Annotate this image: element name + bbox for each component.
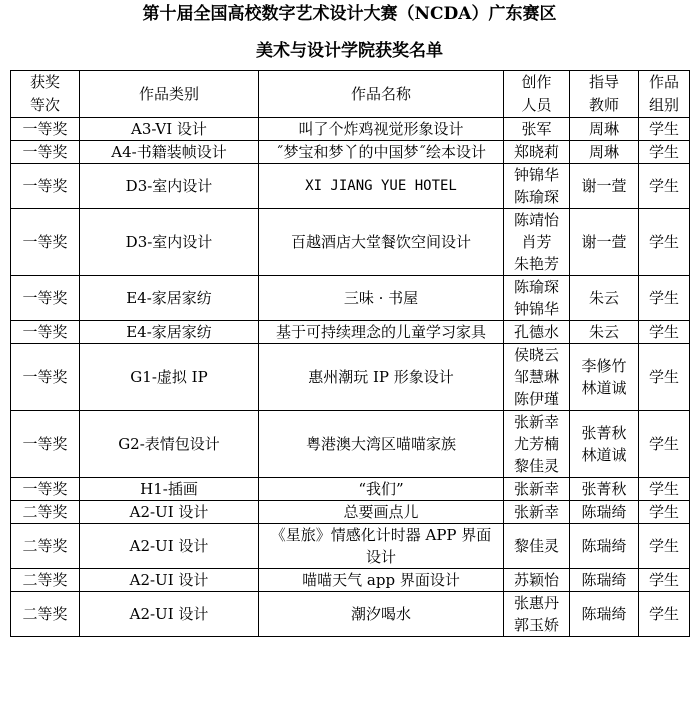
- cell-work-name: 《星旅》情感化计时器 APP 界面 设计: [259, 524, 504, 569]
- cell-teachers: 朱云: [570, 321, 639, 344]
- cell-group: 学生: [639, 344, 690, 411]
- cell-creators: 张新幸: [504, 478, 570, 501]
- table-row: [11, 118, 690, 141]
- cell-group: 学生: [639, 141, 690, 164]
- cell-award-level: 一等奖: [11, 141, 80, 164]
- cell-work-name: 基于可持续理念的儿童学习家具: [259, 321, 504, 344]
- cell-group: 学生: [639, 164, 690, 209]
- cell-teachers: 陈瑞绮: [570, 569, 639, 592]
- header-teachers: 指导 教师: [570, 71, 639, 118]
- cell-group: 学生: [639, 592, 690, 637]
- cell-category: A3-VI 设计: [80, 118, 259, 141]
- cell-teachers: 谢一萱: [570, 209, 639, 276]
- cell-creators: 侯晓云 邹慧琳 陈伊瑾: [504, 344, 570, 411]
- cell-work-name: ˝梦宝和梦丫的中国梦˝绘本设计: [259, 141, 504, 164]
- cell-work-name: 百越酒店大堂餐饮空间设计: [259, 209, 504, 276]
- cell-award-level: 一等奖: [11, 478, 80, 501]
- cell-category: H1-插画: [80, 478, 259, 501]
- cell-category: E4-家居家纺: [80, 276, 259, 321]
- cell-award-level: 一等奖: [11, 411, 80, 478]
- cell-award-level: 一等奖: [11, 164, 80, 209]
- cell-creators: 张惠丹 郭玉娇: [504, 592, 570, 637]
- cell-work-name: XI JIANG YUE HOTEL: [259, 164, 504, 209]
- cell-group: 学生: [639, 321, 690, 344]
- cell-teachers: 陈瑞绮: [570, 501, 639, 524]
- cell-work-name: 叫了个炸鸡视觉形象设计: [259, 118, 504, 141]
- cell-work-name: 潮汐喝水: [259, 592, 504, 637]
- cell-award-level: 一等奖: [11, 209, 80, 276]
- cell-group: 学生: [639, 569, 690, 592]
- cell-work-name: “我们”: [259, 478, 504, 501]
- cell-creators: 张新幸 尤芳楠 黎佳灵: [504, 411, 570, 478]
- table-header-row: [11, 71, 690, 118]
- cell-teachers: 朱云: [570, 276, 639, 321]
- table-row: [11, 501, 690, 524]
- cell-award-level: 一等奖: [11, 118, 80, 141]
- table-row: [11, 478, 690, 501]
- cell-group: 学生: [639, 501, 690, 524]
- cell-category: G2-表情包设计: [80, 411, 259, 478]
- cell-category: A4-书籍装帧设计: [80, 141, 259, 164]
- table-row: [11, 209, 690, 276]
- cell-creators: 郑晓莉: [504, 141, 570, 164]
- header-work-name: 作品名称: [259, 71, 504, 118]
- cell-work-name: 喵喵天气 app 界面设计: [259, 569, 504, 592]
- page-title: 第十届全国高校数字艺术设计大赛（NCDA）广东赛区: [142, 4, 557, 24]
- cell-group: 学生: [639, 524, 690, 569]
- cell-creators: 张军: [504, 118, 570, 141]
- table-row: [11, 411, 690, 478]
- cell-work-name: 三味 · 书屋: [259, 276, 504, 321]
- table-row: [11, 321, 690, 344]
- cell-creators: 苏颖怡: [504, 569, 570, 592]
- cell-teachers: 陈瑞绮: [570, 524, 639, 569]
- award-table-body: [11, 118, 690, 637]
- table-row: [11, 569, 690, 592]
- cell-category: A2-UI 设计: [80, 524, 259, 569]
- cell-creators: 黎佳灵: [504, 524, 570, 569]
- cell-work-name: 粤港澳大湾区喵喵家族: [259, 411, 504, 478]
- table-row: [11, 344, 690, 411]
- cell-award-level: 二等奖: [11, 569, 80, 592]
- cell-creators: 陈瑜琛 钟锦华: [504, 276, 570, 321]
- cell-award-level: 一等奖: [11, 276, 80, 321]
- cell-creators: 孔德水: [504, 321, 570, 344]
- cell-category: A2-UI 设计: [80, 501, 259, 524]
- table-row: [11, 276, 690, 321]
- header-group: 作品 组别: [639, 71, 690, 118]
- cell-teachers: 周琳: [570, 141, 639, 164]
- header-creators: 创作 人员: [504, 71, 570, 118]
- table-row: [11, 141, 690, 164]
- cell-award-level: 二等奖: [11, 592, 80, 637]
- cell-category: A2-UI 设计: [80, 592, 259, 637]
- cell-award-level: 二等奖: [11, 501, 80, 524]
- cell-category: D3-室内设计: [80, 164, 259, 209]
- table-row: [11, 164, 690, 209]
- table-row: [11, 524, 690, 569]
- cell-category: G1-虚拟 IP: [80, 344, 259, 411]
- cell-group: 学生: [639, 411, 690, 478]
- cell-creators: 张新幸: [504, 501, 570, 524]
- cell-category: A2-UI 设计: [80, 569, 259, 592]
- cell-teachers: 周琳: [570, 118, 639, 141]
- cell-group: 学生: [639, 478, 690, 501]
- cell-creators: 钟锦华 陈瑜琛: [504, 164, 570, 209]
- cell-teachers: 张菁秋 林道诚: [570, 411, 639, 478]
- cell-creators: 陈靖怡 肖芳 朱艳芳: [504, 209, 570, 276]
- header-category: 作品类别: [80, 71, 259, 118]
- cell-award-level: 一等奖: [11, 321, 80, 344]
- header-award-level: 获奖 等次: [11, 71, 80, 118]
- cell-award-level: 二等奖: [11, 524, 80, 569]
- cell-category: E4-家居家纺: [80, 321, 259, 344]
- cell-group: 学生: [639, 276, 690, 321]
- table-row: [11, 592, 690, 637]
- cell-work-name: 惠州潮玩 IP 形象设计: [259, 344, 504, 411]
- cell-teachers: 谢一萱: [570, 164, 639, 209]
- cell-teachers: 张菁秋: [570, 478, 639, 501]
- cell-category: D3-室内设计: [80, 209, 259, 276]
- page-subtitle: 美术与设计学院获奖名单: [256, 41, 443, 61]
- cell-award-level: 一等奖: [11, 344, 80, 411]
- cell-group: 学生: [639, 118, 690, 141]
- cell-work-name: 总要画点儿: [259, 501, 504, 524]
- cell-teachers: 陈瑞绮: [570, 592, 639, 637]
- cell-teachers: 李修竹 林道诚: [570, 344, 639, 411]
- award-table: [10, 70, 690, 637]
- cell-group: 学生: [639, 209, 690, 276]
